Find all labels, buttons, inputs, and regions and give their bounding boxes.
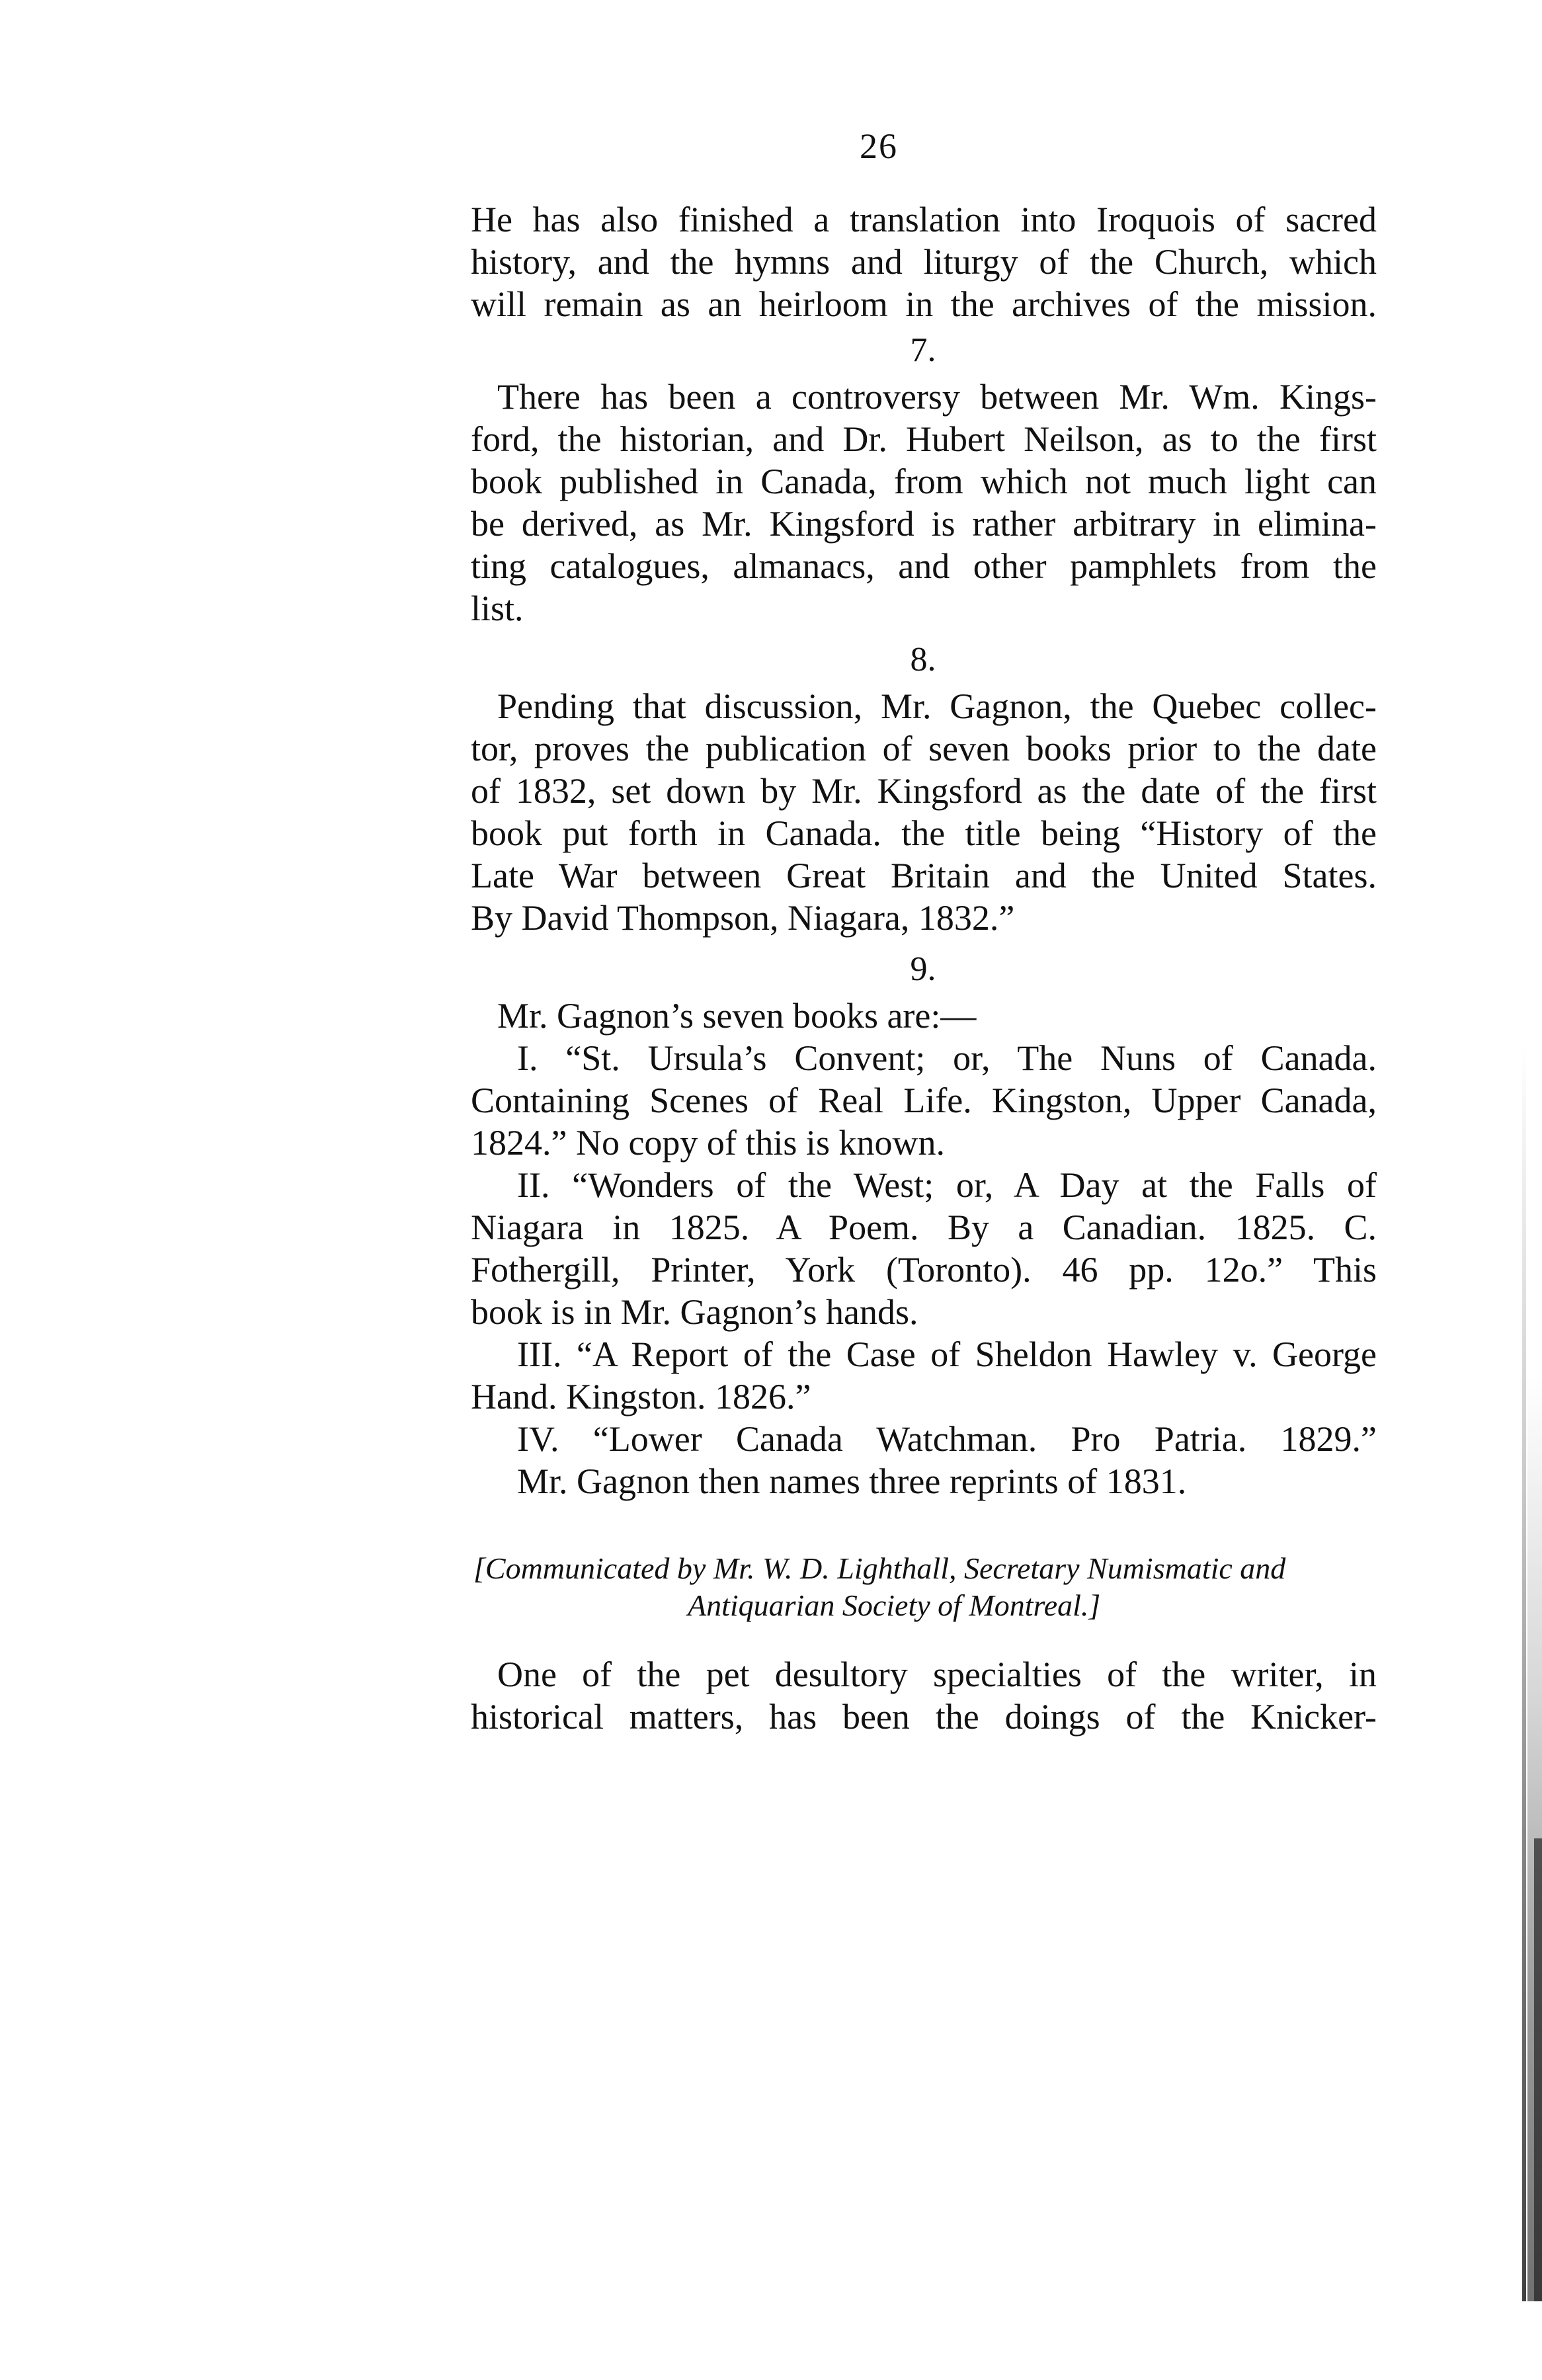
footnote-line: [Communicated by Mr. W. D. Lighthall, Secretary Numismatic and [473, 1551, 1286, 1585]
page-number: 26 [860, 126, 898, 166]
text-line: book published in Canada, from which not much light can [471, 462, 1377, 501]
text-line: IV. “Lower Canada Watchman. Pro Patria. 1829.” [517, 1419, 1377, 1459]
text-line: list. [471, 589, 524, 628]
text-line: ting catalogues, almanacs, and other pamphlets from the [471, 546, 1377, 586]
text-line: be derived, as Mr. Kingsford is rather arbitrary in elimina- [471, 504, 1377, 544]
text-line: Pending that discussion, Mr. Gagnon, the Quebec collec- [497, 686, 1377, 726]
text-line: By David Thompson, Niagara, 1832.” [471, 898, 1015, 938]
footnote-line: Antiquarian Society of Montreal.] [688, 1588, 1101, 1622]
text-line: 1824.” No copy of this is known. [471, 1123, 945, 1163]
text-line: Hand. Kingston. 1826.” [471, 1377, 811, 1416]
text-line: Niagara in 1825. A Poem. By a Canadian. 1825. C. [471, 1208, 1377, 1247]
section-number: 7. [910, 331, 936, 369]
text-line: tor, proves the publication of seven books prior to the date [471, 729, 1377, 768]
section-number: 8. [910, 641, 936, 678]
text-line: Fothergill, Printer, York (Toronto). 46 pp. 12o.” This [471, 1250, 1377, 1290]
text-line: I. “St. Ursula’s Convent; or, The Nuns of Canada. [517, 1038, 1377, 1078]
text-line: history, and the hymns and liturgy of the Church, which [471, 242, 1377, 282]
text-line: III. “A Report of the Case of Sheldon Hawley v. George [517, 1334, 1377, 1374]
text-line: II. “Wonders of the West; or, A Day at the Falls of [517, 1165, 1377, 1205]
text-line: ford, the historian, and Dr. Hubert Neilson, as to the first [471, 419, 1377, 459]
page-edge-shadow [1496, 1045, 1542, 2301]
text-line: He has also finished a translation into Iroquois of sacred [471, 200, 1377, 239]
text-line: Mr. Gagnon’s seven books are:— [497, 996, 977, 1036]
text-line: There has been a controversy between Mr. Wm. Kings- [497, 377, 1377, 417]
text-line: One of the pet desultory specialties of the writer, in [497, 1655, 1377, 1694]
text-line: book is in Mr. Gagnon’s hands. [471, 1292, 918, 1332]
text-line: book put forth in Canada. the title being “History of the [471, 813, 1377, 853]
text-line: Containing Scenes of Real Life. Kingston, Upper Canada, [471, 1081, 1377, 1120]
text-line: Mr. Gagnon then names three reprints of 1831. [517, 1461, 1187, 1501]
text-line: Late War between Great Britain and the United States. [471, 856, 1377, 895]
text-line: historical matters, has been the doings of the Knicker- [471, 1697, 1377, 1737]
section-number: 9. [910, 950, 936, 988]
text-line: of 1832, set down by Mr. Kingsford as the date of the first [471, 771, 1377, 811]
text-line: will remain as an heirloom in the archives of the mission. [471, 284, 1377, 324]
